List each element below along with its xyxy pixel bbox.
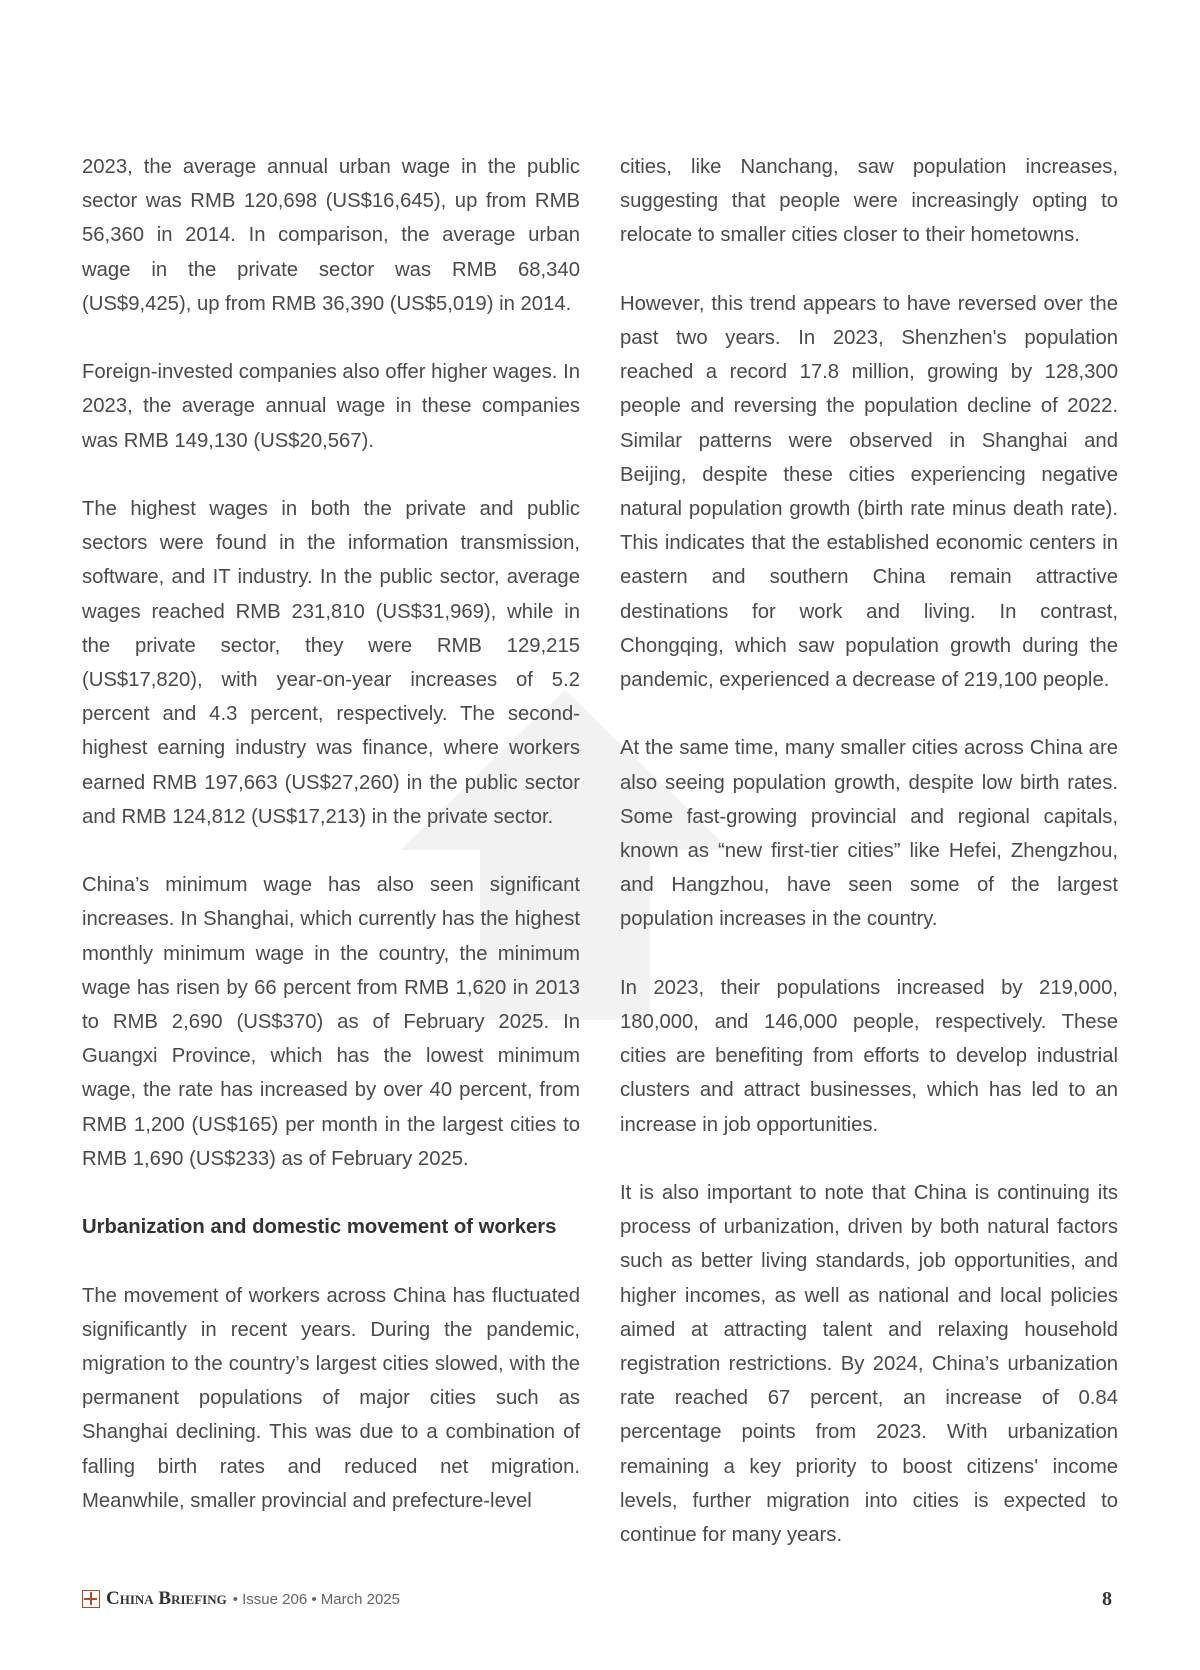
right-column (620, 150, 1118, 1586)
left-column (82, 150, 580, 1552)
publication-name: China Briefing (106, 1588, 227, 1609)
footer-brand (82, 1588, 400, 1610)
paragraph: Foreign-invested companies also offer higher wages. In 2023, the average annual wage in these companies was RMB 149,130 (US$20,567). (82, 361, 580, 452)
paragraph: However, this trend appears to have reversed over the past two years. In 2023, Shenzhen's population reached a record 17.8 million, growing by 128,300 people and reversing the population decline of 2022. Similar patterns were observed in Shanghai and Beijing, despite these cities experiencing negative natural population growth (birth rate minus death rate). This indicates that the established economic centers in eastern and southern China remain attractive destinations for work and living. In contrast, Chongqing, which saw population growth during the pandemic, experienced a decrease of 219,100 people. (620, 292, 1118, 692)
paragraph: At the same time, many smaller cities across China are also seeing population growth, despite low birth rates. Some fast-growing provincial and regional capitals, known as “new first-tier cities” like Hefei, Zhengzhou, and Hangzhou, have seen some of the largest population increases in the country. (620, 737, 1118, 931)
page-footer (82, 1584, 1122, 1614)
paragraph: The movement of workers across China has fluctuated significantly in recent years. During the pandemic, migration to the country’s largest cities slowed, with the permanent populations of major cities such as Shanghai declining. This was due to a combination of falling birth rates and reduced net migration. Meanwhile, smaller provincial and prefecture-level (82, 1284, 580, 1512)
issue-info: • Issue 206 • March 2025 (232, 1590, 400, 1608)
paragraph: China’s minimum wage has also seen significant increases. In Shanghai, which currently has the highest monthly minimum wage in the country, the minimum wage has risen by 66 percent from RMB 1,620 in 2013 to RMB 2,690 (US$370) as of February 2025. In Guangxi Province, which has the lowest minimum wage, the rate has increased by over 40 percent, from RMB 1,200 (US$165) per month in the largest cities to RMB 1,690 (US$233) as of February 2025. (82, 874, 580, 1170)
paragraph: cities, like Nanchang, saw population increases, suggesting that people were increasingly opting to relocate to smaller cities closer to their hometowns. (620, 156, 1118, 247)
section-heading: Urbanization and domestic movement of workers (82, 1216, 557, 1239)
china-briefing-logo-icon (82, 1590, 100, 1608)
page-number: 8 (1102, 1587, 1112, 1610)
paragraph: In 2023, their populations increased by 219,000, 180,000, and 146,000 people, respectively. These cities are benefiting from efforts to develop industrial clusters and attract businesses, which has led to an increase in job opportunities. (620, 976, 1118, 1136)
paragraph: It is also important to note that China is continuing its process of urbanization, driven by both natural factors such as better living standards, job opportunities, and higher incomes, as well as national and local policies aimed at attracting talent and relaxing household registration restrictions. By 2024, China’s urbanization rate reached 67 percent, an increase of 0.84 percentage points from 2023. With urbanization remaining a key priority to boost citizens' income levels, further migration into cities is expected to continue for many years. (620, 1182, 1118, 1547)
paragraph: 2023, the average annual urban wage in the public sector was RMB 120,698 (US$16,645), up from RMB 56,360 in 2014. In comparison, the average urban wage in the private sector was RMB 68,340 (US$9,425), up from RMB 36,390 (US$5,019) in 2014. (82, 156, 580, 315)
paragraph: The highest wages in both the private and public sectors were found in the information transmission, software, and IT industry. In the public sector, average wages reached RMB 231,810 (US$31,969), while in the private sector, they were RMB 129,215 (US$17,820), with year-on-year increases of 5.2 percent and 4.3 percent, respectively. The second-highest earning industry was finance, where workers earned RMB 197,663 (US$27,260) in the public sector and RMB 124,812 (US$17,213) in the private sector. (82, 498, 580, 828)
